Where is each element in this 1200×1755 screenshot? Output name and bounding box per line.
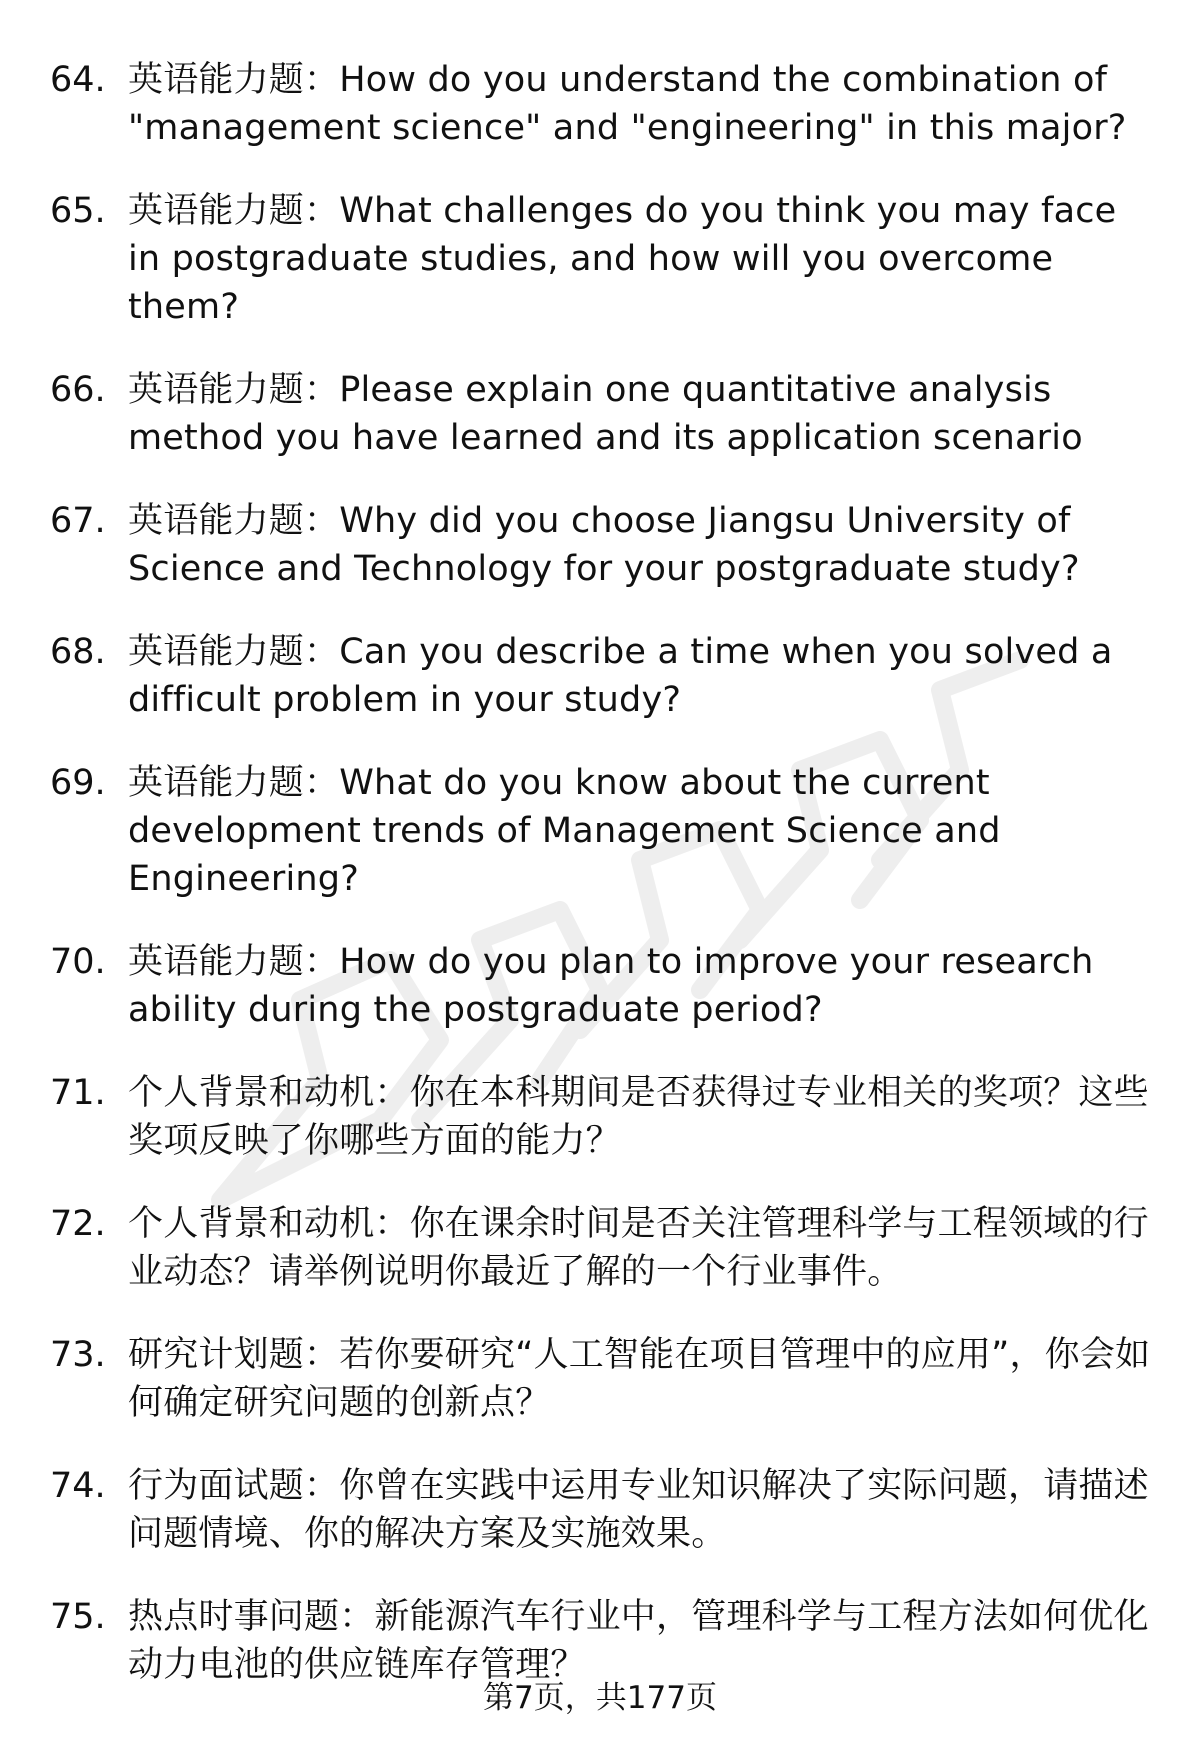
question-number: 68.	[50, 632, 106, 672]
question-number: 66.	[50, 370, 106, 410]
question-number: 64.	[50, 60, 106, 100]
question-item	[50, 56, 1160, 152]
question-text: 英语能力题：Can you describe a time when you solved a difficult problem in your study?	[128, 632, 1113, 720]
page-footer	[0, 1678, 1200, 1718]
question-text: 英语能力题：What challenges do you think you may face in postgraduate studies, and how will you overcome them?	[128, 191, 1117, 327]
question-item	[50, 628, 1160, 724]
question-item	[50, 1069, 1160, 1165]
question-number: 75.	[50, 1597, 106, 1637]
question-text: 热点时事问题：新能源汽车行业中，管理科学与工程方法如何优化动力电池的供应链库存管理？	[128, 1597, 1149, 1685]
page-number-label: 第7页，共177页	[483, 1680, 717, 1716]
question-text: 英语能力题：How do you plan to improve your research ability during the postgraduate period?	[128, 942, 1094, 1030]
question-number: 69.	[50, 763, 106, 803]
question-item	[50, 938, 1160, 1034]
question-number: 72.	[50, 1204, 106, 1244]
question-text: 英语能力题：What do you know about the current development trends of Management Science and Engineering?	[128, 763, 1001, 899]
question-list	[50, 56, 1160, 1724]
question-item	[50, 1462, 1160, 1558]
question-number: 65.	[50, 191, 106, 231]
question-item	[50, 1331, 1160, 1427]
question-item	[50, 366, 1160, 462]
question-item	[50, 497, 1160, 593]
question-text: 研究计划题：若你要研究“人工智能在项目管理中的应用”，你会如何确定研究问题的创新点？	[128, 1335, 1151, 1423]
question-number: 67.	[50, 501, 106, 541]
question-text: 个人背景和动机：你在本科期间是否获得过专业相关的奖项？这些奖项反映了你哪些方面的能力？	[128, 1073, 1149, 1161]
question-text: 个人背景和动机：你在课余时间是否关注管理科学与工程领域的行业动态？请举例说明你最近了解的一个行业事件。	[128, 1204, 1149, 1292]
question-item	[50, 1593, 1160, 1689]
question-text: 英语能力题：How do you understand the combination of "management science" and "engineering" in this major?	[128, 60, 1127, 148]
question-number: 74.	[50, 1466, 106, 1506]
question-number: 71.	[50, 1073, 106, 1113]
question-item	[50, 1200, 1160, 1296]
question-item	[50, 759, 1160, 903]
question-text: 英语能力题：Why did you choose Jiangsu University of Science and Technology for your postgraduate study?	[128, 501, 1080, 589]
question-number: 73.	[50, 1335, 106, 1375]
question-number: 70.	[50, 942, 106, 982]
question-text: 英语能力题：Please explain one quantitative analysis method you have learned and its application scenario	[128, 370, 1083, 458]
question-text: 行为面试题：你曾在实践中运用专业知识解决了实际问题，请描述问题情境、你的解决方案及实施效果。	[128, 1466, 1149, 1554]
question-item	[50, 187, 1160, 331]
